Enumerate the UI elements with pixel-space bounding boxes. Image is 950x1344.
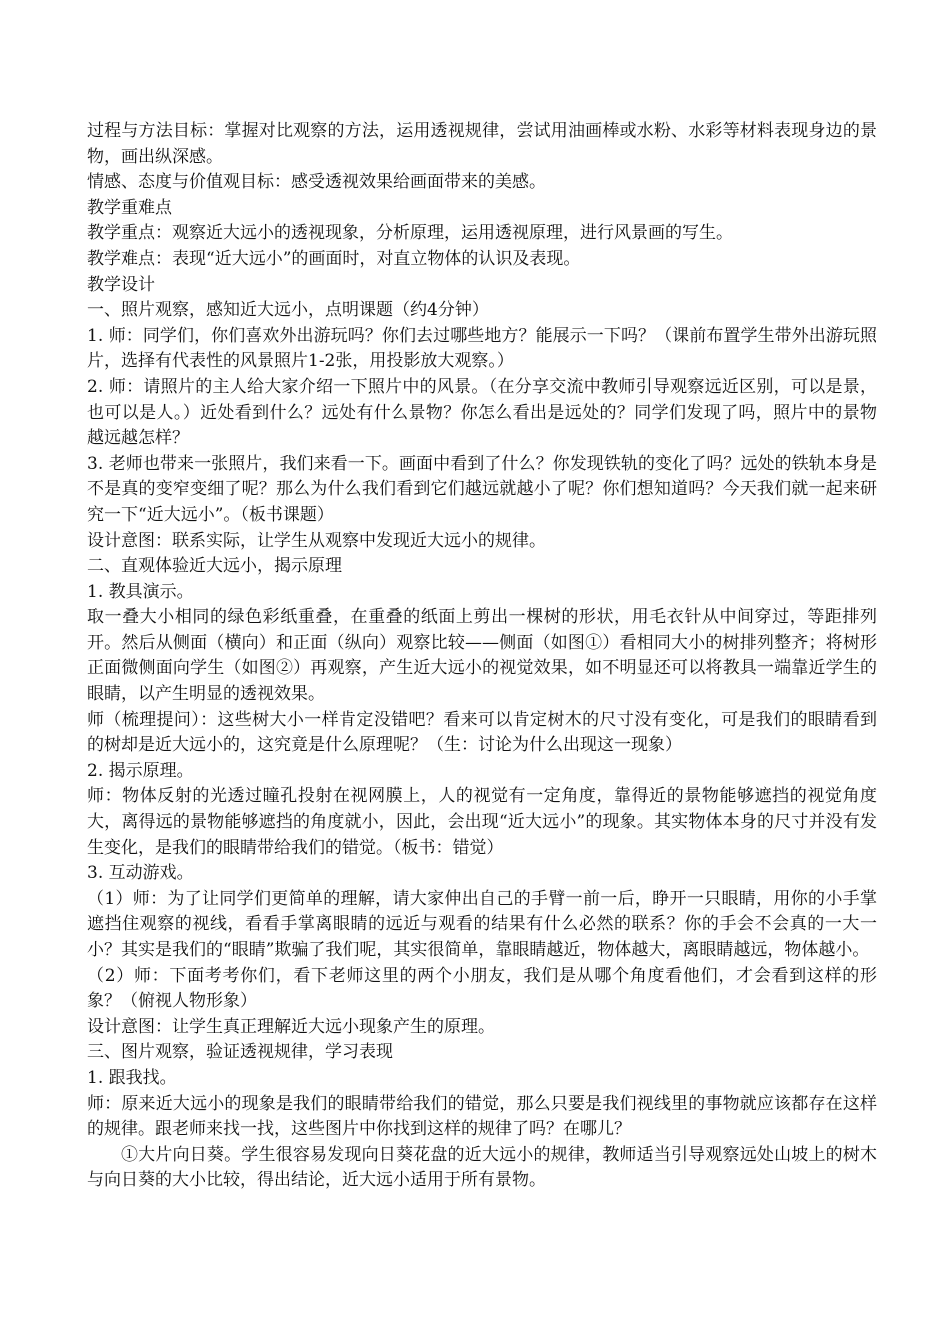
heading-teaching-design: 教学设计 — [87, 274, 155, 295]
section-1-step-1: 1. 师：同学们，你们喜欢外出游玩吗？你们去过哪些地方？能展示一下吗？（课前布置学生带外出游玩照片，选择有代表性的风景照片1-2张，用投影放大观察。） — [87, 325, 877, 372]
section-3-heading: 三、图片观察，验证透视规律，学习表现 — [87, 1042, 393, 1063]
section-2-game-2: （2）师：下面考考你们，看下老师这里的两个小朋友，我们是从哪个角度看他们，才会看到这样的形象？（俯视人物形象） — [87, 965, 877, 1012]
section-2-step-2-title: 2. 揭示原理。 — [87, 760, 194, 781]
section-2-step-3-title: 3. 互动游戏。 — [87, 863, 194, 884]
section-3-step-1-body: 师：原来近大远小的现象是我们的眼睛带给我们的错觉，那么只要是我们视线里的事物就应该都存在这样的规律。跟老师来找一找，这些图片中你找到这样的规律了吗？在哪儿？ — [87, 1093, 877, 1140]
objective-emotion-values: 情感、态度与价值观目标：感受透视效果给画面带来的美感。 — [87, 172, 546, 193]
teaching-difficult-point: 教学难点：表现“近大远小”的画面时，对直立物体的认识及表现。 — [87, 248, 581, 269]
objective-process-methods: 过程与方法目标：掌握对比观察的方法，运用透视规律，尝试用油画棒或水粉、水彩等材料表现身边的景物，画出纵深感。 — [87, 121, 877, 167]
section-3-sunflower-example: ①大片向日葵。学生很容易发现向日葵花盘的近大远小的规律，教师适当引导观察远处山坡上的树木与向日葵的大小比较，得出结论，近大远小适用于所有景物。 — [87, 1144, 877, 1191]
section-2-heading: 二、直观体验近大远小，揭示原理 — [87, 556, 342, 577]
section-3-step-1-title: 1. 跟我找。 — [87, 1067, 177, 1088]
section-2-game-1: （1）师：为了让同学们更简单的理解，请大家伸出自己的手臂一前一后，睁开一只眼睛，用你的小手掌遮挡住观察的视线，看看手掌离眼睛的远近与观看的结果有什么必然的联系？你的手会不会真的一大一小？其实是我们的“眼睛”欺骗了我们呢，其实很简单，靠眼睛越近，物体越大，离眼睛越远，物体越小。 — [87, 888, 877, 960]
section-2-step-1-body: 取一叠大小相同的绿色彩纸重叠，在重叠的纸面上剪出一棵树的形状，用毛衣针从中间穿过，等距排列开。然后从侧面（横向）和正面（纵向）观察比较——侧面（如图①）看相同大小的树排列整齐；将树形正面微侧面向学生（如图②）再观察，产生近大远小的视觉效果，如不明显还可以将教具一端靠近学生的眼睛，以产生明显的透视效果。 — [87, 607, 877, 705]
section-1-heading: 一、照片观察，感知近大远小，点明课题（约4分钟） — [87, 300, 489, 321]
section-2-step-1-title: 1. 教具演示。 — [87, 581, 194, 602]
section-1-design-intent: 设计意图：联系实际，让学生从观察中发现近大远小的规律。 — [87, 530, 546, 551]
teaching-key-point: 教学重点：观察近大远小的透视现象，分析原理，运用透视原理，进行风景画的写生。 — [87, 223, 733, 244]
section-2-design-intent: 设计意图：让学生真正理解近大远小现象产生的原理。 — [87, 1016, 495, 1037]
section-2-teacher-question: 师（梳理提问）：这些树大小一样肯定没错吧？看来可以肯定树木的尺寸没有变化，可是我们的眼睛看到的树却是近大远小的，这究竟是什么原理呢？（生：讨论为什么出现这一现象） — [87, 709, 877, 756]
heading-key-difficult-points: 教学重难点 — [87, 197, 172, 218]
section-2-step-2-body: 师：物体反射的光透过瞳孔投射在视网膜上，人的视觉有一定角度，靠得近的景物能够遮挡的视觉角度大，离得远的景物能够遮挡的角度就小，因此，会出现“近大远小”的现象。其实物体本身的尺寸并没有发生变化，是我们的眼睛带给我们的错觉。（板书：错觉） — [87, 786, 877, 858]
section-1-step-2: 2. 师：请照片的主人给大家介绍一下照片中的风景。（在分享交流中教师引导观察远近区别，可以是景，也可以是人。）近处看到什么？远处有什么景物？你怎么看出是远处的？同学们发现了吗，照片中的景物越远越怎样？ — [87, 376, 877, 449]
document-page — [87, 119, 877, 1194]
section-1-step-3: 3. 老师也带来一张照片，我们来看一下。画面中看到了什么？你发现铁轨的变化了吗？远处的铁轨本身是不是真的变窄变细了呢？那么为什么我们看到它们越远就越小了呢？你们想知道吗？今天我们就一起来研究一下“近大远小”。（板书课题） — [87, 453, 877, 525]
